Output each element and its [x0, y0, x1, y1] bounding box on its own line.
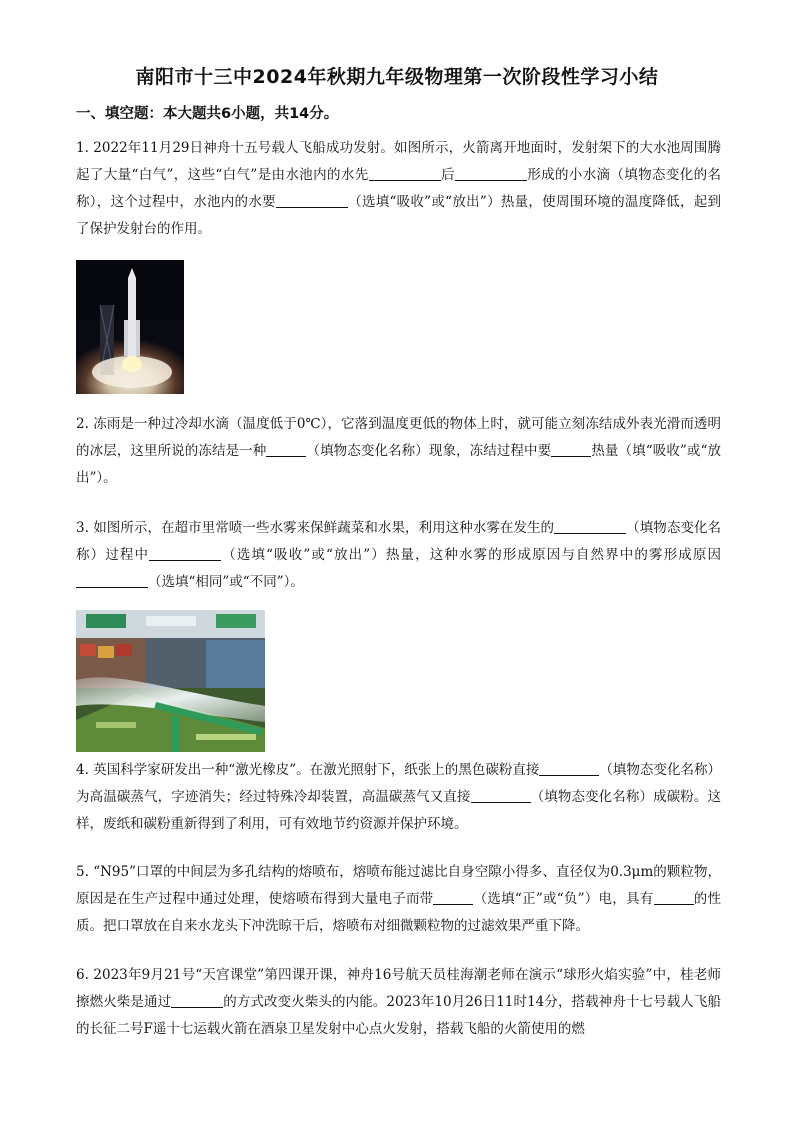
- question-2: [76, 411, 721, 492]
- q3-blank-3[interactable]: [76, 571, 148, 588]
- q2-blank-1[interactable]: [266, 440, 306, 457]
- q5-text-a: 5. “N95”口罩的中间层为多孔结构的熔喷布，熔喷布能过滤比自身空隙小得多、直径仅为0.3μm的颗粒物，原因是在生产过程中通过处理，使熔喷布得到大量电子而带: [76, 864, 721, 907]
- q3-text-c: （选填“吸收”或“放出”）热量，这种水雾的形成原因与自然界中的雾形成原因: [221, 547, 722, 563]
- q3-text-d: （选填“相同”或“不同”）。: [148, 574, 304, 590]
- supermarket-mist-photo: [76, 610, 265, 752]
- q4-text-a: 4. 英国科学家研发出一种“激光橡皮”。在激光照射下，纸张上的黑色碳粉直接: [76, 762, 540, 778]
- rocket-launch-photo: [76, 260, 184, 394]
- q1-text-c: 形成的小水滴（填物态变化的名称），这个过程中，水池内的水要: [76, 167, 722, 210]
- q6-text-b: 的方式改变火柴头的内能。2023年10月26日11时14分，搭载神舟十七号载人飞船的长征二号F遥十七运载火箭在酒泉卫星发射中心点火发射，搭载飞船的火箭使用的燃: [76, 994, 721, 1037]
- q3-blank-2[interactable]: [149, 544, 221, 561]
- q3-text-a: 3. 如图所示，在超市里常喷一些水雾来保鲜蔬菜和水果，利用这种水雾在发生的: [76, 520, 555, 536]
- q2-text-c: 热量（填“吸收”或“放出”）。: [76, 443, 722, 486]
- q4-text-c: （填物态变化名称）成碳粉。这样，废纸和碳粉重新得到了利用，可有效地节约资源并保护环境。: [76, 789, 722, 832]
- q4-text-b: （填物态变化名称）为高温碳蒸气，字迹消失；经过特殊冷却装置，高温碳蒸气又直接: [76, 762, 721, 805]
- question-3: [76, 515, 721, 596]
- q5-blank-2[interactable]: [654, 888, 694, 905]
- page-title: 南阳市十三中2024年秋期九年级物理第一次阶段性学习小结: [135, 66, 659, 88]
- question-5: [76, 859, 721, 940]
- q6-blank-1[interactable]: [171, 991, 223, 1008]
- q1-blank-3[interactable]: [276, 191, 348, 208]
- q2-text-a: 2. 冻雨是一种过冷却水滴（温度低于0℃），它落到温度更低的物体上时，就可能立刻冻结成外表光滑而透明的冰层，这里所说的冻结是一种: [76, 416, 721, 459]
- q3-text-b: （填物态变化名称）过程中: [76, 520, 722, 563]
- question-1: [76, 135, 721, 243]
- q5-text-b: （选填“正”或“负”）电，具有: [473, 891, 654, 907]
- q2-text-b: （填物态变化名称）现象，冻结过程中要: [306, 443, 552, 459]
- q1-text-d: （选填“吸收”或“放出”）热量，使周围环境的温度降低，起到了保护发射台的作用。: [76, 194, 721, 237]
- q1-text-b: 后: [440, 167, 455, 183]
- q5-text-c: 的性质。把口罩放在自来水龙头下冲洗晾干后，熔喷布对细微颗粒物的过滤效果严重下降。: [76, 891, 722, 934]
- q5-blank-1[interactable]: [433, 888, 473, 905]
- question-6: [76, 962, 721, 1043]
- q1-blank-2[interactable]: [455, 164, 527, 181]
- q1-text-a: 1. 2022年11月29日神舟十五号载人飞船成功发射。如图所示，火箭离开地面时，发射架下的大水池周围腾起了大量“白气”，这些“白气”是由水池内的水先: [76, 140, 721, 183]
- q1-blank-1[interactable]: [369, 164, 441, 181]
- q3-blank-1[interactable]: [554, 517, 626, 534]
- question-4: [76, 757, 721, 838]
- section-heading: 一、填空题：本大题共6小题，共14分。: [76, 106, 339, 122]
- q6-text-a: 6. 2023年9月21号“天宫课堂”第四课开课，神舟16号航天员桂海潮老师在演示“球形火焰实验”中，桂老师擦燃火柴是通过: [76, 967, 721, 1010]
- q4-blank-2[interactable]: [471, 786, 531, 803]
- q2-blank-2[interactable]: [551, 440, 591, 457]
- q4-blank-1[interactable]: [539, 759, 599, 776]
